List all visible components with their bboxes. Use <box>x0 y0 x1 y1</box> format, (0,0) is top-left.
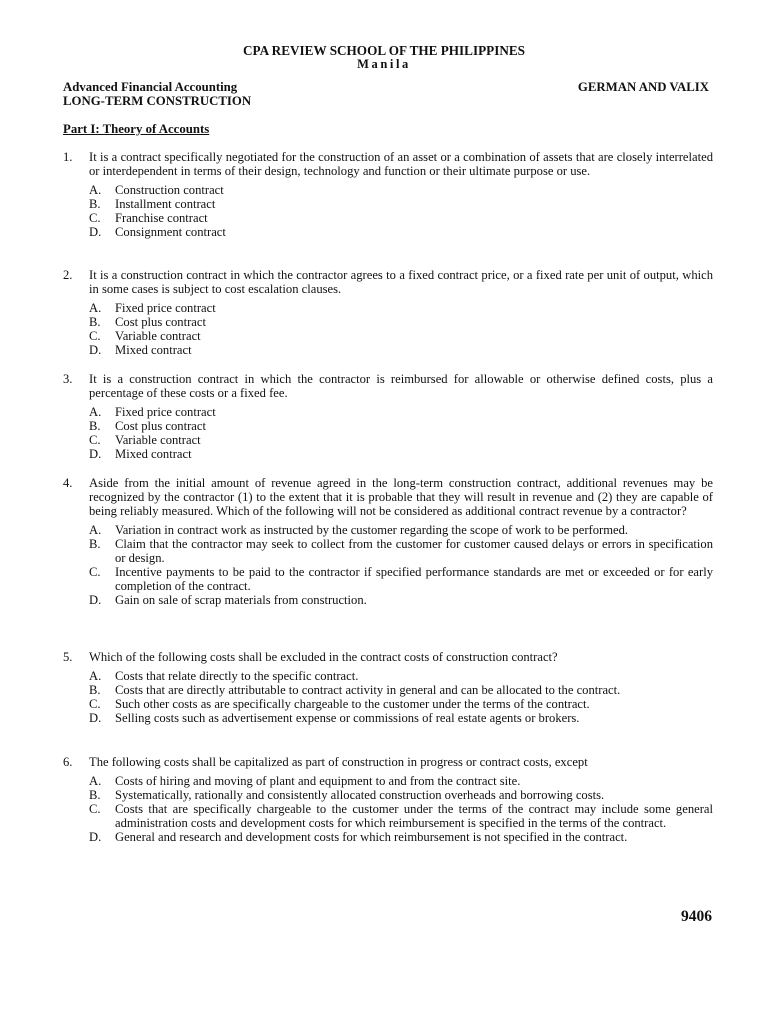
option-letter: C. <box>89 802 101 816</box>
question-1 <box>63 150 713 239</box>
question-5 <box>63 650 713 725</box>
option-text: Gain on sale of scrap materials from construction. <box>115 593 367 607</box>
authors: GERMAN AND VALIX <box>577 80 709 94</box>
option-text: Mixed contract <box>115 447 192 461</box>
option-letter: D. <box>89 593 102 607</box>
option-text: Variable contract <box>115 329 201 343</box>
option-letter: B. <box>89 537 101 551</box>
question-3 <box>63 372 713 461</box>
option-item <box>89 405 713 419</box>
option-item <box>89 343 713 357</box>
part-heading: Part I: Theory of Accounts <box>63 122 210 136</box>
option-letter: C. <box>89 433 101 447</box>
option-text: Claim that the contractor may seek to collect from the customer for customer caused delays or errors in specification or design. <box>115 537 713 565</box>
option-text: Selling costs such as advertisement expense or commissions of real estate agents or brokers. <box>115 711 580 725</box>
option-text: Construction contract <box>115 183 224 197</box>
option-item <box>89 593 713 607</box>
question-number: 1. <box>63 150 73 164</box>
question-number: 6. <box>63 755 73 769</box>
option-letter: A. <box>89 774 102 788</box>
option-list <box>89 405 713 461</box>
option-letter: D. <box>89 225 102 239</box>
option-item <box>89 830 713 844</box>
option-letter: A. <box>89 523 102 537</box>
option-text: Variation in contract work as instructed by the customer regarding the scope of work to be performed. <box>115 523 629 537</box>
option-text: Cost plus contract <box>115 315 206 329</box>
topic-title: LONG-TERM CONSTRUCTION <box>63 94 252 108</box>
option-item <box>89 802 713 830</box>
course-title: Advanced Financial Accounting <box>63 80 238 94</box>
question-number: 4. <box>63 476 73 490</box>
option-item <box>89 565 713 593</box>
option-letter: D. <box>89 711 102 725</box>
option-item <box>89 537 713 565</box>
option-item <box>89 315 713 329</box>
option-text: Costs that relate directly to the specific contract. <box>115 669 359 683</box>
option-list <box>89 301 713 357</box>
option-item <box>89 211 713 225</box>
option-text: Costs that are specifically chargeable to the customer under the terms of the contract may include some general administration costs and development costs for which reimbursement is specified in the terms of the contract. <box>115 802 713 830</box>
question-text: It is a construction contract in which the contractor agrees to a fixed contract price, or a fixed rate per unit of output, which in some cases is subject to cost escalation clauses. <box>89 268 713 296</box>
question-number: 5. <box>63 650 73 664</box>
option-text: Consignment contract <box>115 225 226 239</box>
option-text: General and research and development costs for which reimbursement is not specified in the contract. <box>115 830 628 844</box>
question-6 <box>63 755 713 844</box>
option-letter: B. <box>89 419 101 433</box>
question-4 <box>63 476 713 607</box>
option-item <box>89 774 713 788</box>
option-item <box>89 697 713 711</box>
option-text: Mixed contract <box>115 343 192 357</box>
option-list <box>89 774 713 844</box>
question-text: The following costs shall be capitalized as part of construction in progress or contract costs, except <box>89 755 588 769</box>
option-letter: B. <box>89 683 101 697</box>
option-text: Cost plus contract <box>115 419 206 433</box>
option-letter: B. <box>89 315 101 329</box>
option-letter: C. <box>89 565 101 579</box>
option-list <box>89 523 713 607</box>
option-letter: D. <box>89 343 102 357</box>
option-letter: A. <box>89 183 102 197</box>
option-letter: C. <box>89 211 101 225</box>
option-letter: C. <box>89 329 101 343</box>
option-list <box>89 669 713 725</box>
question-text: Which of the following costs shall be excluded in the contract costs of construction contract? <box>89 650 558 664</box>
city-name: Manila <box>357 57 411 71</box>
option-text: Installment contract <box>115 197 216 211</box>
option-item <box>89 301 713 315</box>
school-name: CPA REVIEW SCHOOL OF THE PHILIPPINES <box>242 43 525 58</box>
option-item <box>89 225 713 239</box>
option-item <box>89 711 713 725</box>
option-item <box>89 669 713 683</box>
option-text: Such other costs as are specifically chargeable to the customer under the terms of the contract. <box>115 697 590 711</box>
question-text: It is a contract specifically negotiated for the construction of an asset or a combination of assets that are closely interrelated or interdependent in terms of their design, technology and function or their ultimate purpose or use. <box>89 150 713 178</box>
option-text: Fixed price contract <box>115 301 216 315</box>
option-item <box>89 447 713 461</box>
option-letter: C. <box>89 697 101 711</box>
option-item <box>89 683 713 697</box>
option-text: Variable contract <box>115 433 201 447</box>
question-number: 3. <box>63 372 73 386</box>
option-letter: B. <box>89 197 101 211</box>
option-text: Franchise contract <box>115 211 208 225</box>
option-text: Fixed price contract <box>115 405 216 419</box>
option-letter: A. <box>89 301 102 315</box>
option-item <box>89 183 713 197</box>
option-letter: B. <box>89 788 101 802</box>
option-item <box>89 197 713 211</box>
option-letter: D. <box>89 830 102 844</box>
option-item <box>89 788 713 802</box>
option-item <box>89 523 713 537</box>
question-text: Aside from the initial amount of revenue agreed in the long-term construction contract, additional revenues may be recognized by the contractor (1) to the extent that it is probable that they will result in revenue and (2) they are capable of being reliably measured. Which of the following will not be considered as additional contract revenue by a contractor? <box>89 476 713 518</box>
option-text: Systematically, rationally and consistently allocated construction overheads and borrowing costs. <box>115 788 605 802</box>
option-item <box>89 419 713 433</box>
question-text: It is a construction contract in which the contractor is reimbursed for allowable or otherwise defined costs, plus a percentage of these costs or a fixed fee. <box>89 372 713 400</box>
option-text: Incentive payments to be paid to the contractor if specified performance standards are met or exceeded or for early completion of the contract. <box>115 565 713 593</box>
option-text: Costs of hiring and moving of plant and equipment to and from the contract site. <box>115 774 521 788</box>
option-text: Costs that are directly attributable to contract activity in general and can be allocated to the contract. <box>115 683 621 697</box>
option-letter: A. <box>89 669 102 683</box>
question-2 <box>63 268 713 357</box>
option-list <box>89 183 713 239</box>
option-letter: A. <box>89 405 102 419</box>
page-code: 9406 <box>681 908 712 925</box>
question-number: 2. <box>63 268 73 282</box>
option-item <box>89 433 713 447</box>
option-letter: D. <box>89 447 102 461</box>
option-item <box>89 329 713 343</box>
